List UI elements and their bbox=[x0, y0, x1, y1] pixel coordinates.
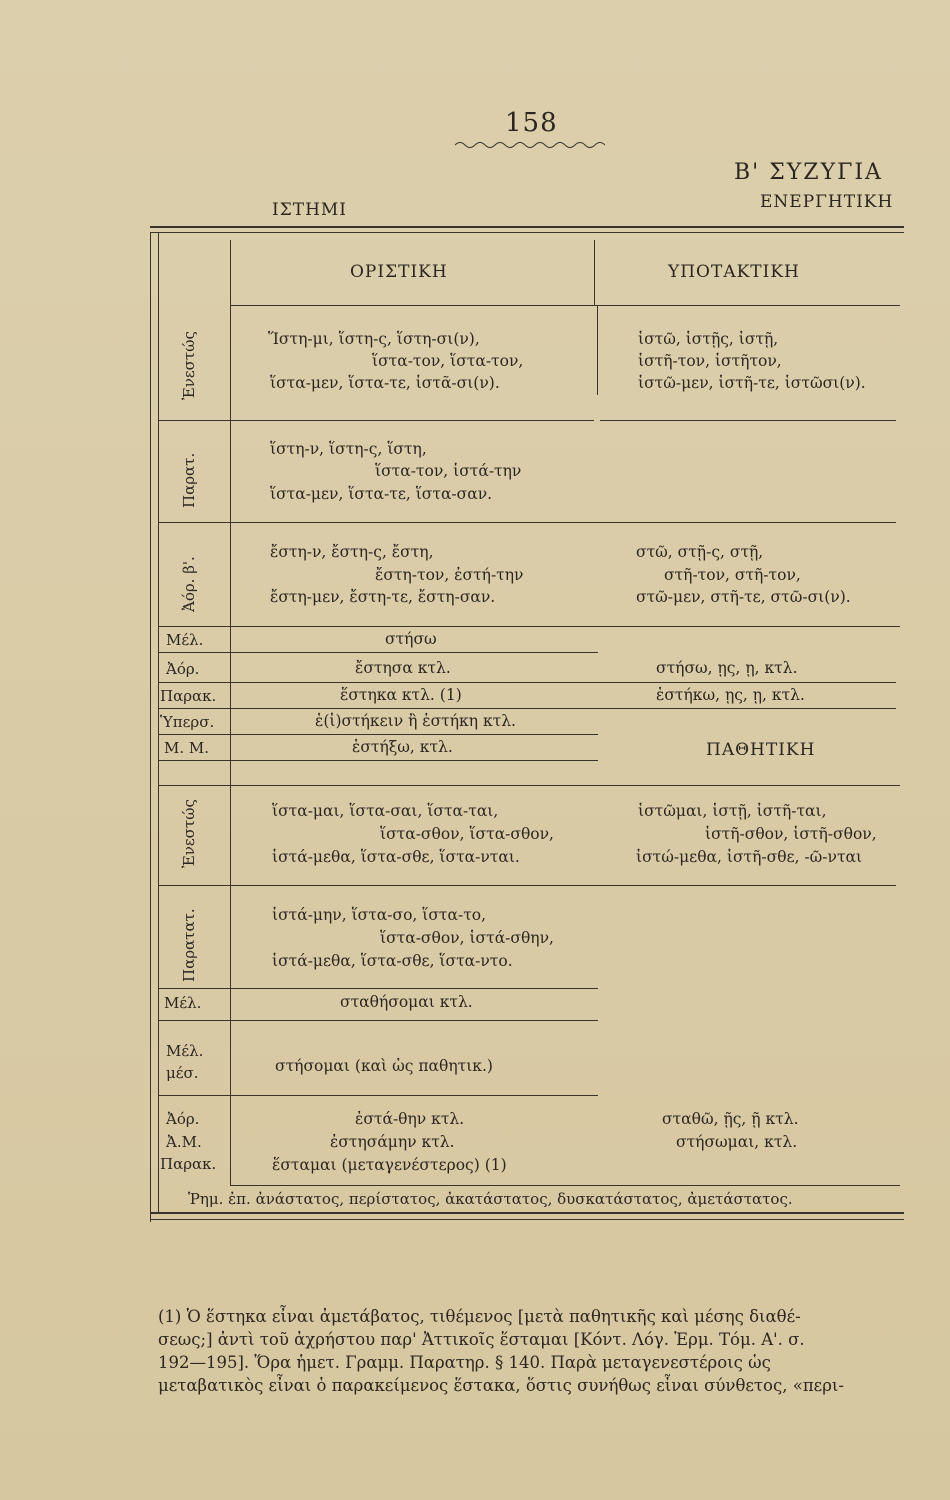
perfect-active-form: ἕστηκα κτλ. (1) bbox=[340, 686, 462, 704]
heading-subjunctive: ΥΠΟΤΑΚΤΙΚΗ bbox=[668, 262, 800, 282]
header-voice: ΕΝΕΡΓΗΤΙΚΗ bbox=[760, 192, 894, 212]
page-number: 158 bbox=[505, 108, 558, 138]
rule bbox=[158, 626, 900, 627]
present-indicative-line-1: Ἵστη-μι, ἵστη-ς, ἵστη-σι(ν), bbox=[268, 330, 480, 348]
aorist-b-indicative-line-1: ἔστη-ν, ἔστη-ς, ἔστη, bbox=[270, 543, 434, 561]
future-middle-form: στήσομαι (καὶ ὡς παθητικ.) bbox=[275, 1057, 493, 1075]
rule bbox=[150, 226, 904, 228]
imperfect-line-3: ἵστα-μεν, ἵστα-τε, ἵστα-σαν. bbox=[270, 485, 493, 503]
heading-indicative: ΟΡΙΣΤΙΚΗ bbox=[350, 262, 448, 282]
footnote-line-3: 192—195]. Ὅρα ἡμετ. Γραμμ. Παρατηρ. § 140. Παρὰ μεταγενεστέροις ὡς bbox=[158, 1353, 771, 1372]
label-pluperfect: Ὑπερσ. bbox=[160, 713, 215, 731]
rule bbox=[158, 785, 900, 786]
rule bbox=[158, 708, 896, 709]
present-subjunctive-line-2: ἱστῆ-τον, ἱστῆτον, bbox=[638, 352, 782, 370]
label-aorist-passive: Ἀόρ. bbox=[166, 1110, 200, 1128]
aorist-active-subjunctive: στήσω, ῃς, ῃ, κτλ. bbox=[656, 659, 798, 677]
aorist-active-form: ἔστησα κτλ. bbox=[355, 659, 451, 677]
present-passive-subjunctive-line-3: ἱστώ-μεθα, ἱστῆ-σθε, -ῶ-νται bbox=[636, 848, 863, 866]
aorist-b-subjunctive-line-2: στῆ-τον, στῆ-τον, bbox=[664, 566, 801, 584]
label-present-active: Ἐνεστώς bbox=[180, 331, 198, 400]
label-imperfect-active: Παρατ. bbox=[180, 452, 198, 508]
wavy-rule bbox=[455, 140, 605, 150]
rule bbox=[158, 885, 896, 886]
rule bbox=[230, 305, 900, 306]
present-passive-indicative-line-1: ἵστα-μαι, ἵστα-σαι, ἵστα-ται, bbox=[272, 802, 499, 820]
rule bbox=[158, 734, 598, 735]
rule bbox=[150, 232, 151, 1222]
label-future-perfect: Μ. Μ. bbox=[164, 739, 210, 757]
label-perfect-active: Παρακ. bbox=[160, 687, 217, 705]
aorist-middle-form: ἐστησάμην κτλ. bbox=[330, 1133, 455, 1151]
aorist-passive-subjunctive: σταθῶ, ῇς, ῇ κτλ. bbox=[662, 1110, 799, 1128]
verbal-adjectives: Ῥημ. ἐπ. ἀνάστατος, περίστατος, ἀκατάστατος, δυσκατάστατος, ἀμετάστατος. bbox=[188, 1190, 793, 1208]
future-passive-form: σταθήσομαι κτλ. bbox=[340, 993, 473, 1011]
label-future-middle-1: Μέλ. bbox=[166, 1042, 204, 1060]
rule bbox=[158, 420, 230, 421]
label-aorist-active: Ἀόρ. bbox=[166, 660, 200, 678]
perfect-active-subjunctive: ἑστήκω, ῃς, ῃ, κτλ. bbox=[656, 686, 805, 704]
rule bbox=[158, 232, 159, 1212]
rule bbox=[230, 420, 594, 421]
present-passive-subjunctive-line-1: ἱστῶμαι, ἱστῇ, ἱστῆ-ται, bbox=[638, 802, 827, 820]
rule bbox=[597, 305, 598, 395]
rule bbox=[158, 522, 896, 523]
present-passive-subjunctive-line-2: ἱστῆ-σθον, ἱστῆ-σθον, bbox=[705, 825, 877, 843]
present-subjunctive-line-3: ἱστῶ-μεν, ἱστῆ-τε, ἱστῶσι(ν). bbox=[638, 374, 866, 392]
rule bbox=[594, 240, 595, 305]
rule bbox=[158, 760, 598, 761]
aorist-b-indicative-line-3: ἔστη-μεν, ἔστη-τε, ἔστη-σαν. bbox=[270, 588, 496, 606]
header-conjugation: Β' ΣΥΖΥΓΙΑ bbox=[734, 160, 883, 185]
aorist-middle-subjunctive: στήσωμαι, κτλ. bbox=[676, 1133, 798, 1151]
rule bbox=[150, 1219, 904, 1220]
future-perfect-form: ἑστήξω, κτλ. bbox=[352, 738, 453, 756]
present-indicative-line-2: ἵστα-τον, ἵστα-τον, bbox=[372, 352, 524, 370]
rule bbox=[600, 420, 896, 421]
label-aorist-b: Ἀόρ. β'. bbox=[180, 556, 198, 612]
imperfect-passive-line-3: ἱστά-μεθα, ἵστα-σθε, ἵστα-ντο. bbox=[272, 952, 513, 970]
pluperfect-form: ἑ(ἱ)στήκειν ἢ ἑστήκη κτλ. bbox=[315, 712, 516, 730]
present-indicative-line-3: ἵστα-μεν, ἵστα-τε, ἱστᾶ-σι(ν). bbox=[270, 374, 500, 392]
rule bbox=[150, 232, 904, 233]
future-active-form: στήσω bbox=[385, 630, 437, 648]
perfect-passive-form: ἕσταμαι (μεταγενέστερος) (1) bbox=[272, 1156, 507, 1174]
imperfect-passive-line-2: ἵστα-σθον, ἱστά-σθην, bbox=[380, 929, 554, 947]
label-perfect-passive: Παρακ. bbox=[160, 1155, 217, 1173]
footnote-line-1: (1) Ὁ ἕστηκα εἶναι ἀμετάβατος, τιθέμενος [μετὰ παθητικῆς καὶ μέσης διαθέ- bbox=[158, 1307, 801, 1326]
label-future-middle-2: μέσ. bbox=[166, 1064, 199, 1082]
rule bbox=[150, 1212, 904, 1214]
present-subjunctive-line-1: ἱστῶ, ἱστῇς, ἱστῇ, bbox=[638, 330, 779, 348]
aorist-b-subjunctive-line-1: στῶ, στῇ-ς, στῇ, bbox=[636, 543, 764, 561]
footnote-line-2: σεως;] ἀντὶ τοῦ ἀχρήστου παρ' Ἀττικοῖς ἕσταμαι [Κόντ. Λόγ. Ἑρμ. Τόμ. Α'. σ. bbox=[158, 1330, 805, 1349]
rule bbox=[158, 652, 598, 653]
footnote-line-4: μεταβατικὸς εἶναι ὁ παρακείμενος ἕστακα, ὅστις συνήθως εἶναι σύνθετος, «περι- bbox=[158, 1376, 844, 1395]
rule bbox=[158, 988, 598, 989]
rule bbox=[158, 1095, 598, 1096]
aorist-b-subjunctive-line-3: στῶ-μεν, στῆ-τε, στῶ-σι(ν). bbox=[636, 588, 851, 606]
label-imperfect-passive: Παρατατ. bbox=[180, 908, 198, 982]
imperfect-line-2: ἵστα-τον, ἱστά-την bbox=[375, 462, 522, 480]
heading-passive: ΠΑΘΗΤΙΚΗ bbox=[706, 740, 816, 760]
aorist-b-indicative-line-2: ἔστη-τον, ἐστή-την bbox=[375, 566, 524, 584]
label-future-active: Μέλ. bbox=[166, 631, 204, 649]
present-passive-indicative-line-3: ἱστά-μεθα, ἵστα-σθε, ἵστα-νται. bbox=[272, 848, 520, 866]
present-passive-indicative-line-2: ἵστα-σθον, ἵστα-σθον, bbox=[380, 825, 554, 843]
rule bbox=[158, 682, 896, 683]
rule bbox=[230, 1185, 900, 1186]
rule bbox=[158, 1020, 598, 1021]
imperfect-passive-line-1: ἱστά-μην, ἵστα-σο, ἵστα-το, bbox=[272, 906, 487, 924]
imperfect-line-1: ἵστη-ν, ἵστη-ς, ἵστη, bbox=[270, 440, 427, 458]
aorist-passive-form: ἐστά-θην κτλ. bbox=[355, 1110, 465, 1128]
label-aorist-middle: Ἀ.Μ. bbox=[166, 1133, 202, 1151]
label-future-passive: Μέλ. bbox=[164, 994, 202, 1012]
header-verb: ΙΣΤΗΜΙ bbox=[272, 200, 348, 220]
rule bbox=[230, 240, 231, 1185]
label-present-passive: Ἐνεστώς bbox=[180, 799, 198, 868]
